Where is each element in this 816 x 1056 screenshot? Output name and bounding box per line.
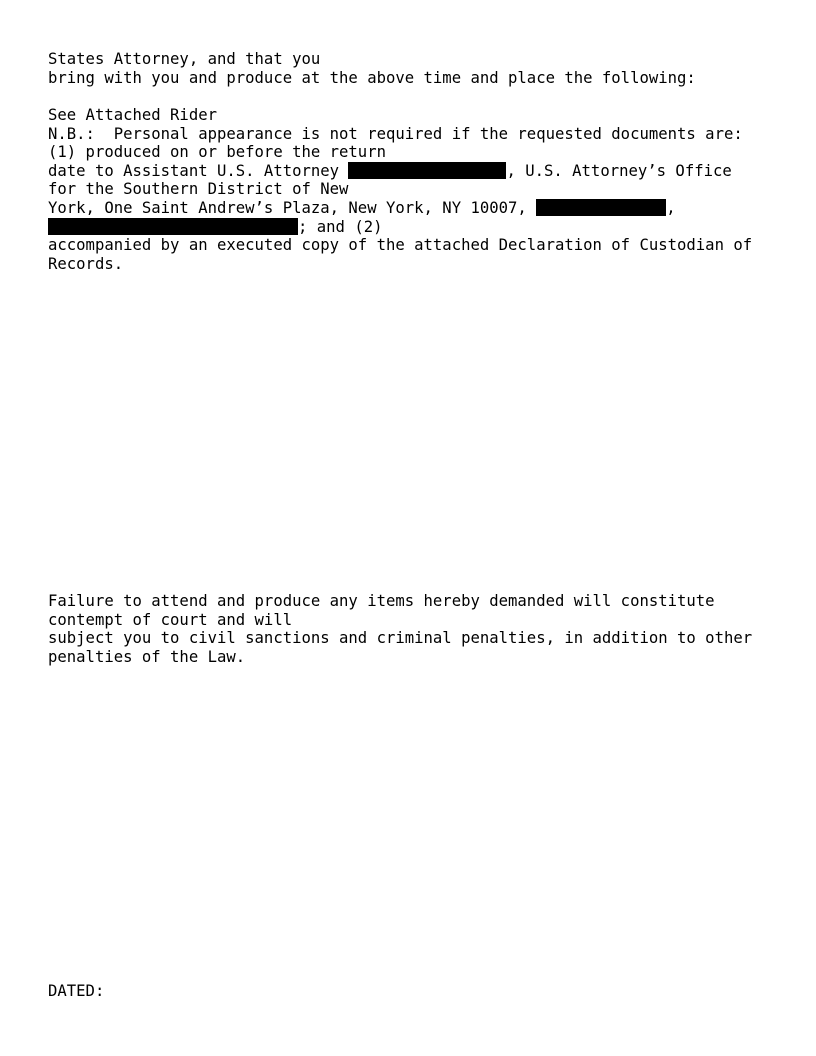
nb-text: , U.S. Attorney’s Office [506,161,732,180]
nb-line [48,218,752,237]
redaction-box [348,162,506,179]
dated-label: DATED: [48,982,105,1000]
nb-line: Records. [48,254,124,273]
nb-line: accompanied by an executed copy of the attached Declaration of Custodian of [48,236,753,255]
rider-line: See Attached Rider [48,106,217,124]
intro-paragraph [48,50,696,87]
nb-text: , [666,198,676,217]
failure-line: penalties of the Law. [48,647,246,666]
dated-section [48,982,104,1001]
nb-paragraph [48,106,752,273]
failure-paragraph [48,592,752,666]
nb-line: (1) produced on or before the return [48,143,386,162]
nb-line [48,162,752,181]
nb-text: York, One Saint Andrew’s Plaza, New York, NY 10007, [48,198,537,217]
failure-line: Failure to attend and produce any items hereby demanded will constitute [48,592,715,610]
redaction-box [536,199,666,216]
nb-text: ; and (2) [298,217,383,236]
nb-line: N.B.: Personal appearance is not required if the requested documents are: [48,124,743,143]
redaction-box [48,218,298,235]
intro-line: States Attorney, and that you [48,50,321,68]
nb-line [48,199,752,218]
nb-line: for the Southern District of New [48,180,349,199]
failure-line: contempt of court and will [48,610,293,629]
intro-line: bring with you and produce at the above time and place the following: [48,68,696,87]
failure-line: subject you to civil sanctions and criminal penalties, in addition to other [48,629,753,648]
nb-text: date to Assistant U.S. Attorney [48,161,349,180]
